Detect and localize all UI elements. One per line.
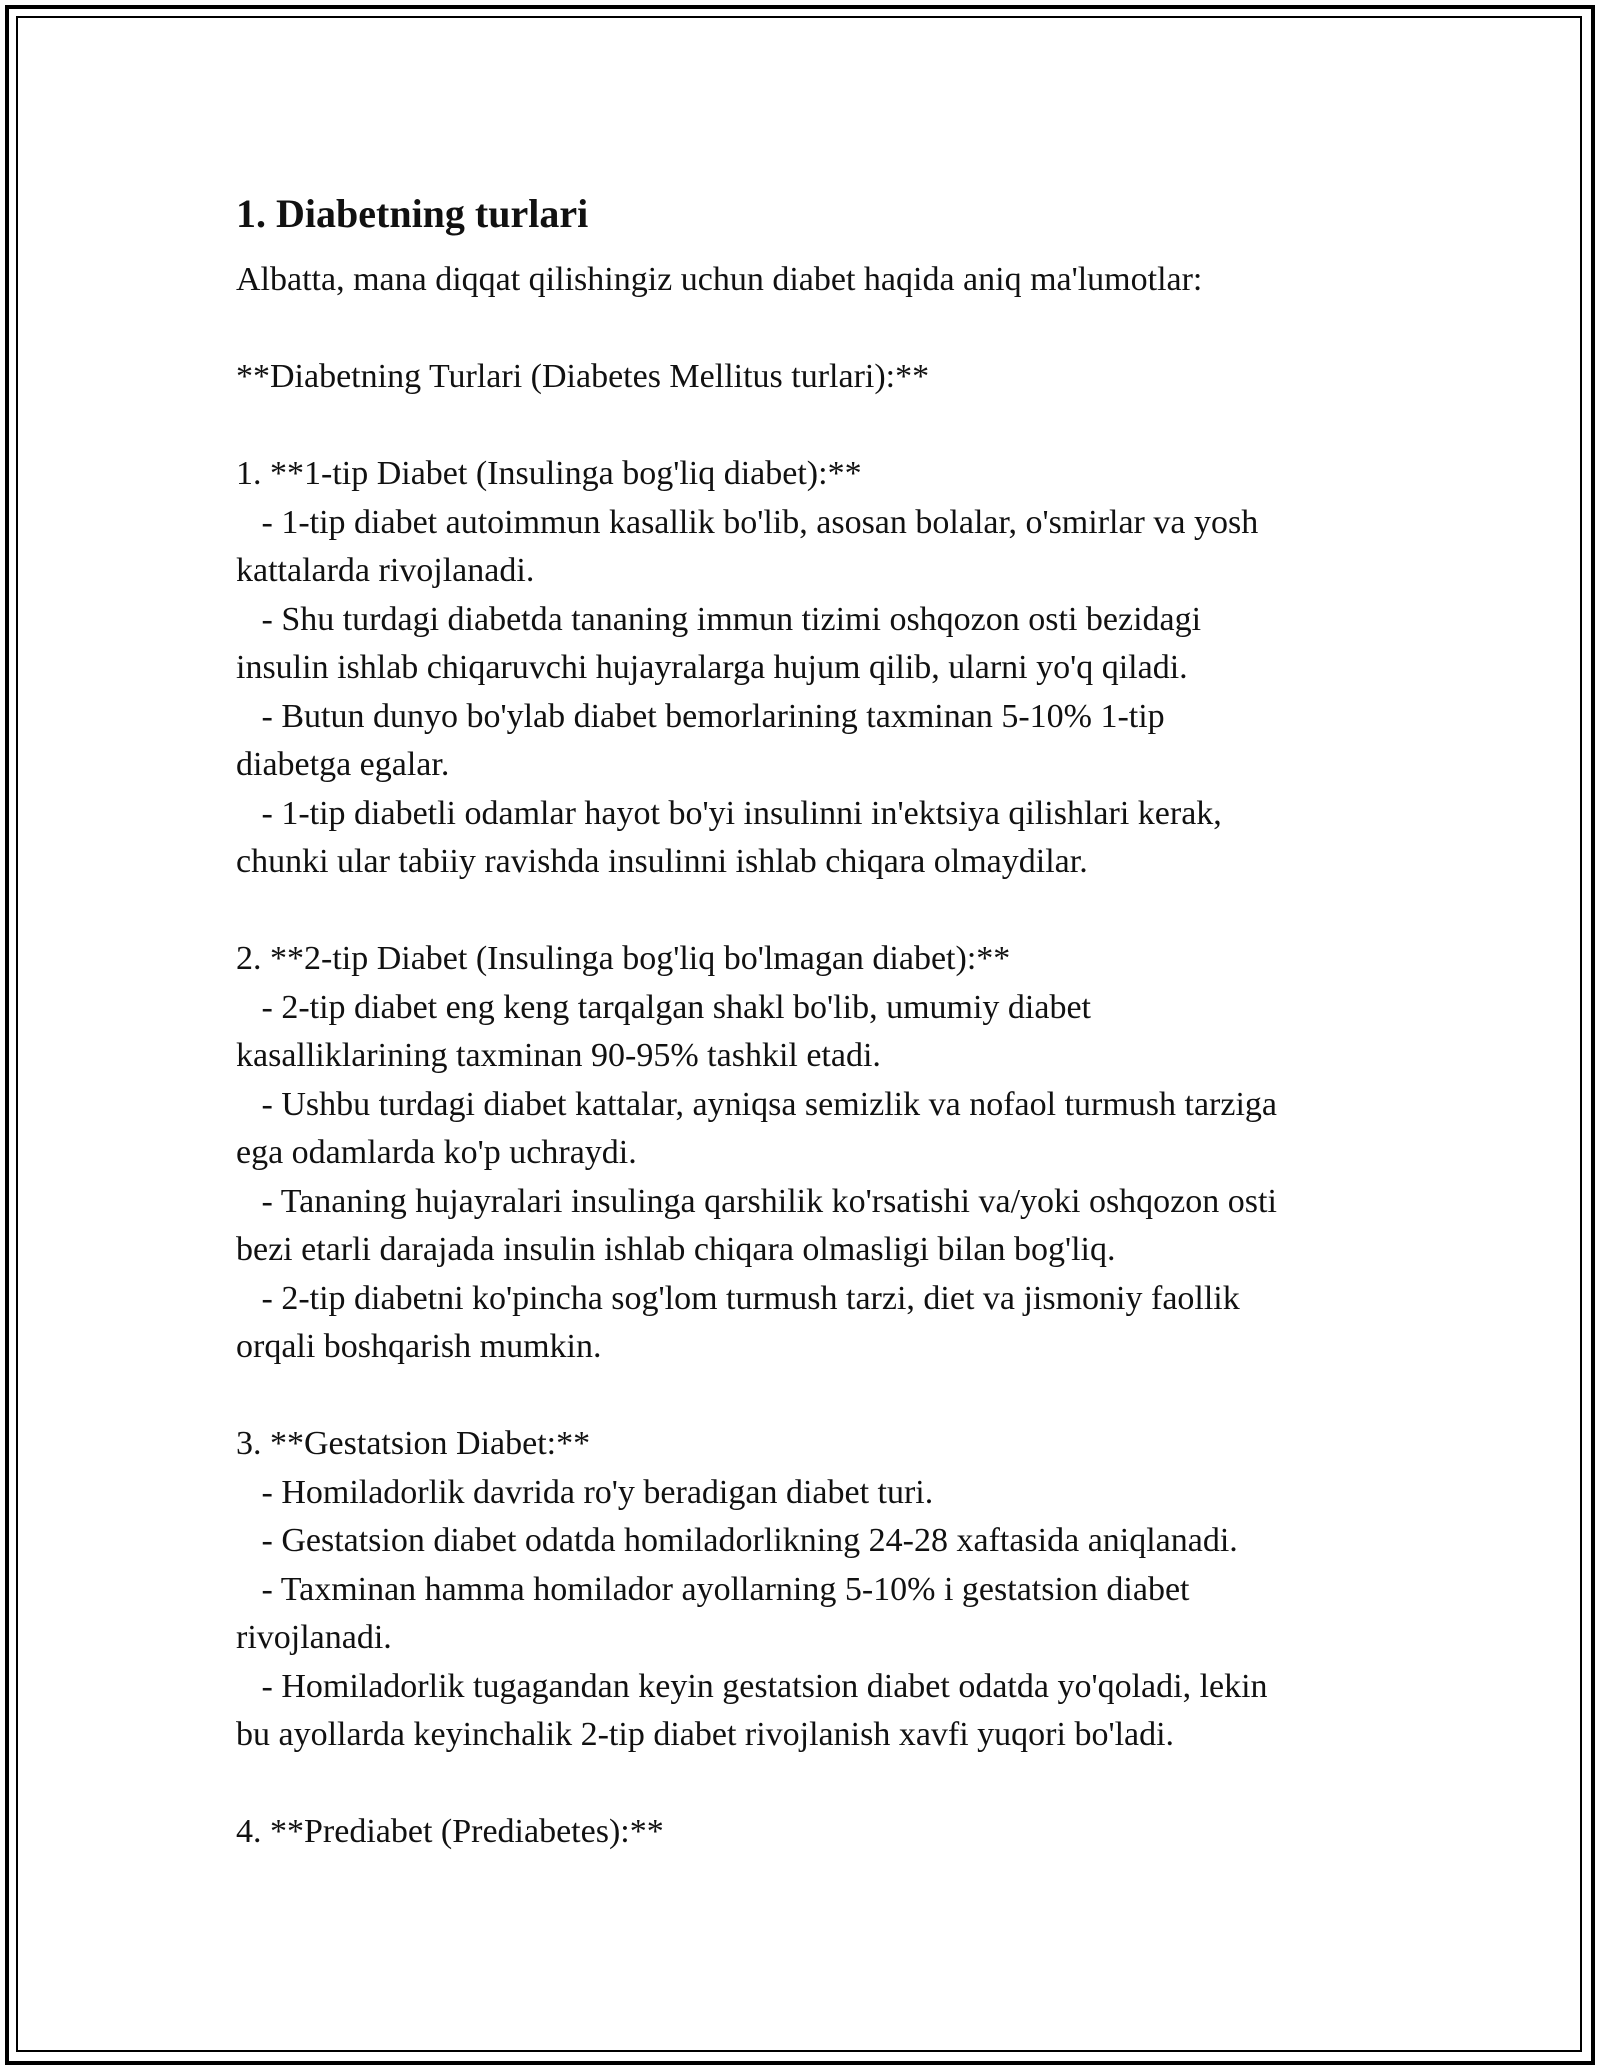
text-line: kattalarda rivojlanadi.	[236, 552, 535, 589]
blank-line	[236, 887, 1396, 936]
text-line: - Tananing hujayralari insulinga qarshilik ko'rsatishi va/yoki oshqozon osti	[236, 1182, 1277, 1220]
text-line: **Diabetning Turlari (Diabetes Mellitus turlari):**	[236, 358, 930, 395]
text-line: rivojlanadi.	[236, 1619, 392, 1656]
blank-line	[236, 305, 1396, 354]
text-line: chunki ular tabiiy ravishda insulinni ishlab chiqara olmaydilar.	[236, 843, 1088, 880]
text-line: - 1-tip diabetli odamlar hayot bo'yi insulinni in'ektsiya qilishlari kerak,	[236, 794, 1222, 832]
text-line: Albatta, mana diqqat qilishingiz uchun diabet haqida aniq ma'lumotlar:	[236, 261, 1203, 298]
text-line: - 1-tip diabet autoimmun kasallik bo'lib, asosan bolalar, o'smirlar va yosh	[236, 503, 1259, 541]
text-line: 4. **Prediabet (Prediabetes):**	[236, 1813, 664, 1850]
text-line: 3. **Gestatsion Diabet:**	[236, 1425, 591, 1462]
blank-line	[236, 1760, 1396, 1809]
text-line: kasalliklarining taxminan 90-95% tashkil etadi.	[236, 1037, 881, 1074]
text-line: - Ushbu turdagi diabet kattalar, ayniqsa semizlik va nofaol turmush tarziga	[236, 1085, 1278, 1123]
text-line: - Taxminan hamma homilador ayollarning 5-10% i gestatsion diabet	[236, 1570, 1190, 1608]
text-line: 2. **2-tip Diabet (Insulinga bog'liq bo'lmagan diabet):**	[236, 940, 1011, 977]
text-line: - Shu turdagi diabetda tananing immun tizimi oshqozon osti bezidagi	[236, 600, 1202, 638]
text-line: 1. **1-tip Diabet (Insulinga bog'liq diabet):**	[236, 455, 862, 492]
text-line: - Homiladorlik tugagandan keyin gestatsion diabet odatda yo'qoladi, lekin	[236, 1667, 1268, 1705]
text-line: ega odamlarda ko'p uchraydi.	[236, 1134, 637, 1171]
text-line: - 2-tip diabetni ko'pincha sog'lom turmush tarzi, diet va jismoniy faollik	[236, 1279, 1240, 1317]
text-line: - Homiladorlik davrida ro'y beradigan diabet turi.	[236, 1473, 934, 1511]
text-line: bezi etarli darajada insulin ishlab chiqara olmasligi bilan bog'liq.	[236, 1231, 1116, 1268]
text-line: insulin ishlab chiqaruvchi hujayralarga hujum qilib, ularni yo'q qiladi.	[236, 649, 1188, 686]
text-line: - 2-tip diabet eng keng tarqalgan shakl bo'lib, umumiy diabet	[236, 988, 1091, 1026]
document-body	[236, 184, 1396, 1857]
text-line: orqali boshqarish mumkin.	[236, 1328, 602, 1365]
text-line: - Gestatsion diabet odatda homiladorlikning 24-28 xaftasida aniqlanadi.	[236, 1522, 1238, 1559]
section-heading: 1. Diabetning turlari	[236, 191, 589, 236]
text-line: diabetga egalar.	[236, 746, 450, 783]
text-line: bu ayollarda keyinchalik 2-tip diabet rivojlanish xavfi yuqori bo'ladi.	[236, 1716, 1175, 1753]
text-line: - Butun dunyo bo'ylab diabet bemorlarining taxminan 5-10% 1-tip	[236, 697, 1165, 735]
blank-line	[236, 402, 1396, 451]
text-block	[236, 256, 1396, 1857]
blank-line	[236, 1372, 1396, 1421]
